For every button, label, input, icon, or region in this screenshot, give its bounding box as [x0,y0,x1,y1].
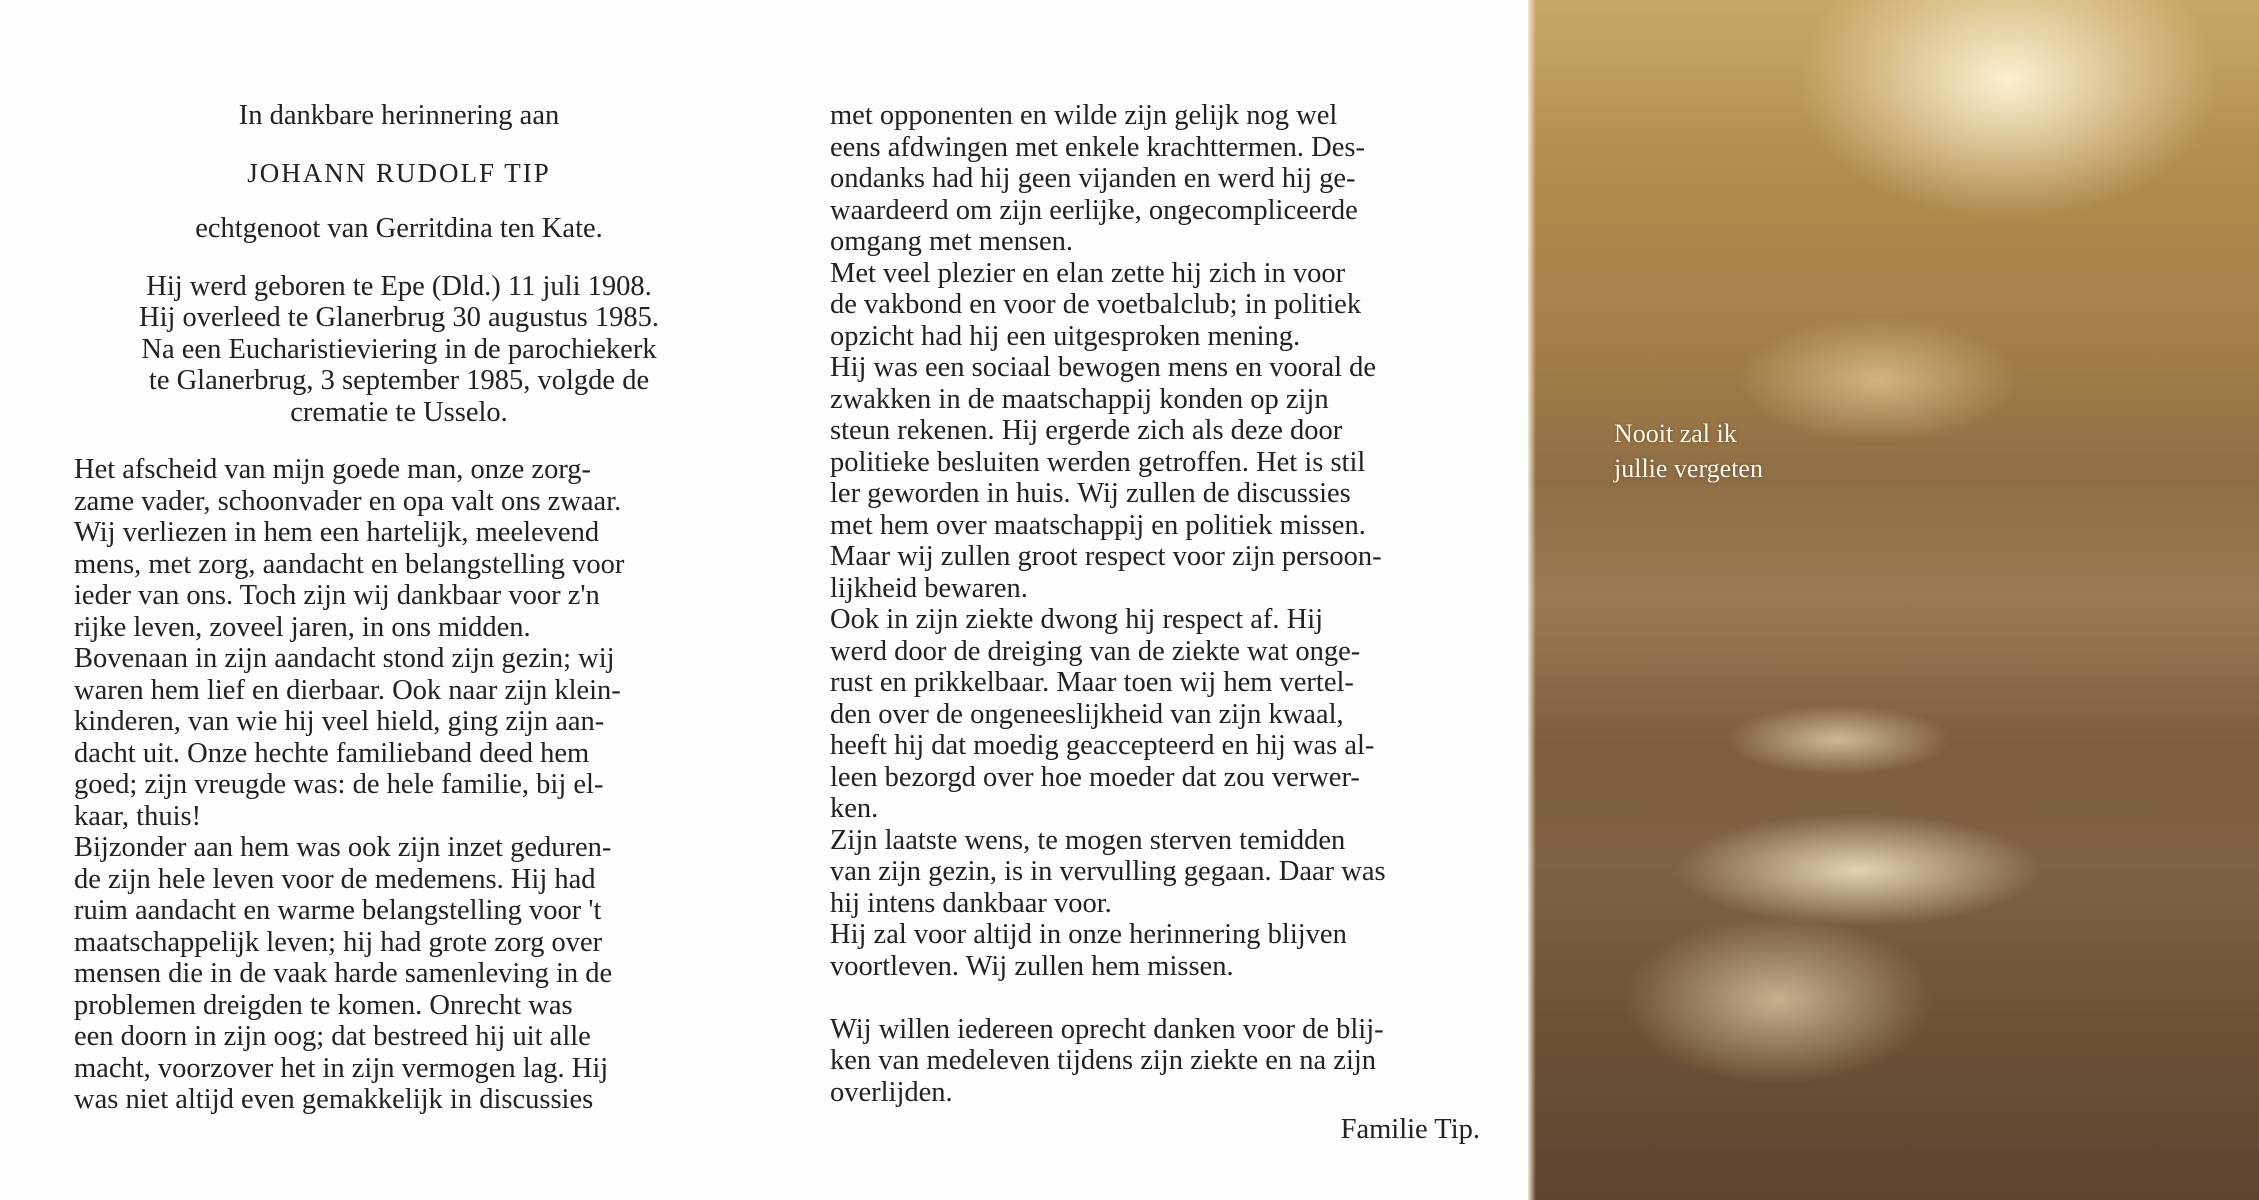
intro-line: In dankbare herinnering aan [238,100,560,131]
text-line: Het afscheid van mijn goede man, onze zorg- [74,454,592,485]
text-line: zwakken in de maatschappij konden op zijn [830,383,1329,415]
text-line: met opponenten en wilde zijn gelijk nog wel [830,100,1338,131]
text-line: steun rekenen. Hij ergerde zich als deze door [830,415,1343,446]
right-column [830,100,1480,1146]
text-line: Met veel plezier en elan zette hij zich in voor [830,257,1346,289]
paragraph-gap [830,982,1480,1014]
text-line: kinderen, van wie hij veel hield, ging zijn aan- [74,706,605,737]
text-line: de vakbond en voor de voetbalclub; in politiek [830,289,1362,320]
text-line: waren hem lief en dierbaar. Ook naar zijn klein- [74,674,621,706]
text-line: rijke leven, zoveel jaren, in ons midden. [74,611,531,643]
text-line: Maar wij zullen groot respect voor zijn persoon- [830,541,1382,572]
text-line: hij intens dankbaar voor. [830,887,1112,919]
text-line: ler geworden in huis. Wij zullen de discussies [830,478,1351,509]
text-line: Ook in zijn ziekte dwong hij respect af. Hij [830,604,1324,635]
text-line: werd door de dreiging van de ziekte wat onge- [830,635,1361,667]
text-line: Wij willen iedereen oprecht danken voor de blij- [830,1013,1384,1045]
fact-line: Hij werd geboren te Epe (Dld.) 11 juli 1908. [146,270,652,302]
text-line: politieke besluiten werden getroffen. Het is stil [830,446,1366,478]
text-line: macht, voorzover het in zijn vermogen lag. Hij [74,1052,609,1084]
caption-line: jullie vergeten [1614,454,1763,483]
text-line: eens afdwingen met enkele krachttermen. Des- [830,131,1365,163]
fact-line: crematie te Usselo. [290,396,508,428]
text-line: ieder van ons. Toch zijn wij dankbaar voor z'n [74,580,600,611]
text-line: was niet altijd even gemakkelijk in discussies [74,1084,594,1115]
text-line: Bovenaan in zijn aandacht stond zijn gezin; wij [74,643,615,674]
text-line: den over de ongeneeslijkheid van zijn kwaal, [830,698,1344,730]
text-line: leen bezorgd over hoe moeder dat zou verwer- [830,761,1360,793]
text-line: rust en prikkelbaar. Maar toen wij hem vertel- [830,667,1354,698]
text-line: Bijzonder aan hem was ook zijn inzet geduren- [74,832,612,863]
text-line: opzicht had hij een uitgesproken mening. [830,320,1301,352]
deceased-name: JOHANN RUDOLF TIP [247,157,551,188]
life-facts [74,271,724,429]
text-line: waardeerd om zijn eerlijke, ongecompliceerde [830,194,1358,226]
text-line: zame vader, schoonvader en opa valt ons zwaar. [74,485,622,517]
photo-edge [1528,0,1536,1200]
text-line: mensen die in de vaak harde samenleving in de [74,958,613,989]
text-line: voortleven. Wij zullen hem missen. [830,950,1234,982]
text-line: ondanks had hij geen vijanden en werd hij ge- [830,163,1356,194]
text-line: dacht uit. Onze hechte familieband deed hem [74,737,590,769]
text-line: maatschappelijk leven; hij had grote zorg over [74,926,603,958]
text-line: de zijn hele leven voor de medemens. Hij had [74,863,596,895]
text-line: mens, met zorg, aandacht en belangstelling voor [74,548,625,580]
fact-line: Hij overleed te Glanerbrug 30 augustus 1985. [139,302,659,333]
text-line: Hij was een sociaal bewogen mens en vooral de [830,352,1377,383]
caption-line: Nooit zal ik [1614,419,1737,448]
text-line: ken. [830,793,879,824]
text-line: ken van medeleven tijdens zijn ziekte en na zijn [830,1045,1377,1076]
text-line: kaar, thuis! [74,800,202,832]
text-line: ruim aandacht en warme belangstelling voor 't [74,895,602,926]
column2-text [830,100,1480,1108]
fact-line: te Glanerbrug, 3 september 1985, volgde de [148,365,650,396]
signature: Familie Tip. [1340,1114,1480,1145]
text-line: omgang met mensen. [830,226,1073,257]
landscape-photo [1528,0,2259,1200]
text-line: met hem over maatschappij en politiek missen. [830,509,1366,541]
text-line: lijkheid bewaren. [830,572,1028,604]
column1-text [74,454,724,1116]
text-line: Zijn laatste wens, te mogen sterven temidden [830,824,1346,856]
text-line: heeft hij dat moedig geaccepteerd en hij was al- [830,730,1375,761]
left-column [74,100,724,1116]
spouse-line: echtgenoot van Gerritdina ten Kate. [195,213,603,244]
text-line: goed; zijn vreugde was: de hele familie, bij el- [74,769,604,800]
text-line: van zijn gezin, is in vervulling gegaan. Daar was [830,856,1386,887]
text-line: Wij verliezen in hem een hartelijk, meelevend [74,517,600,548]
fact-line: Na een Eucharistieviering in de parochiekerk [141,333,657,365]
photo-caption [1614,416,1763,486]
text-line: Hij zal voor altijd in onze herinnering blijven [830,919,1347,950]
text-line: een doorn in zijn oog; dat bestreed hij uit alle [74,1021,591,1052]
text-line: problemen dreigden te komen. Onrecht was [74,989,573,1021]
text-line: overlijden. [830,1076,953,1108]
